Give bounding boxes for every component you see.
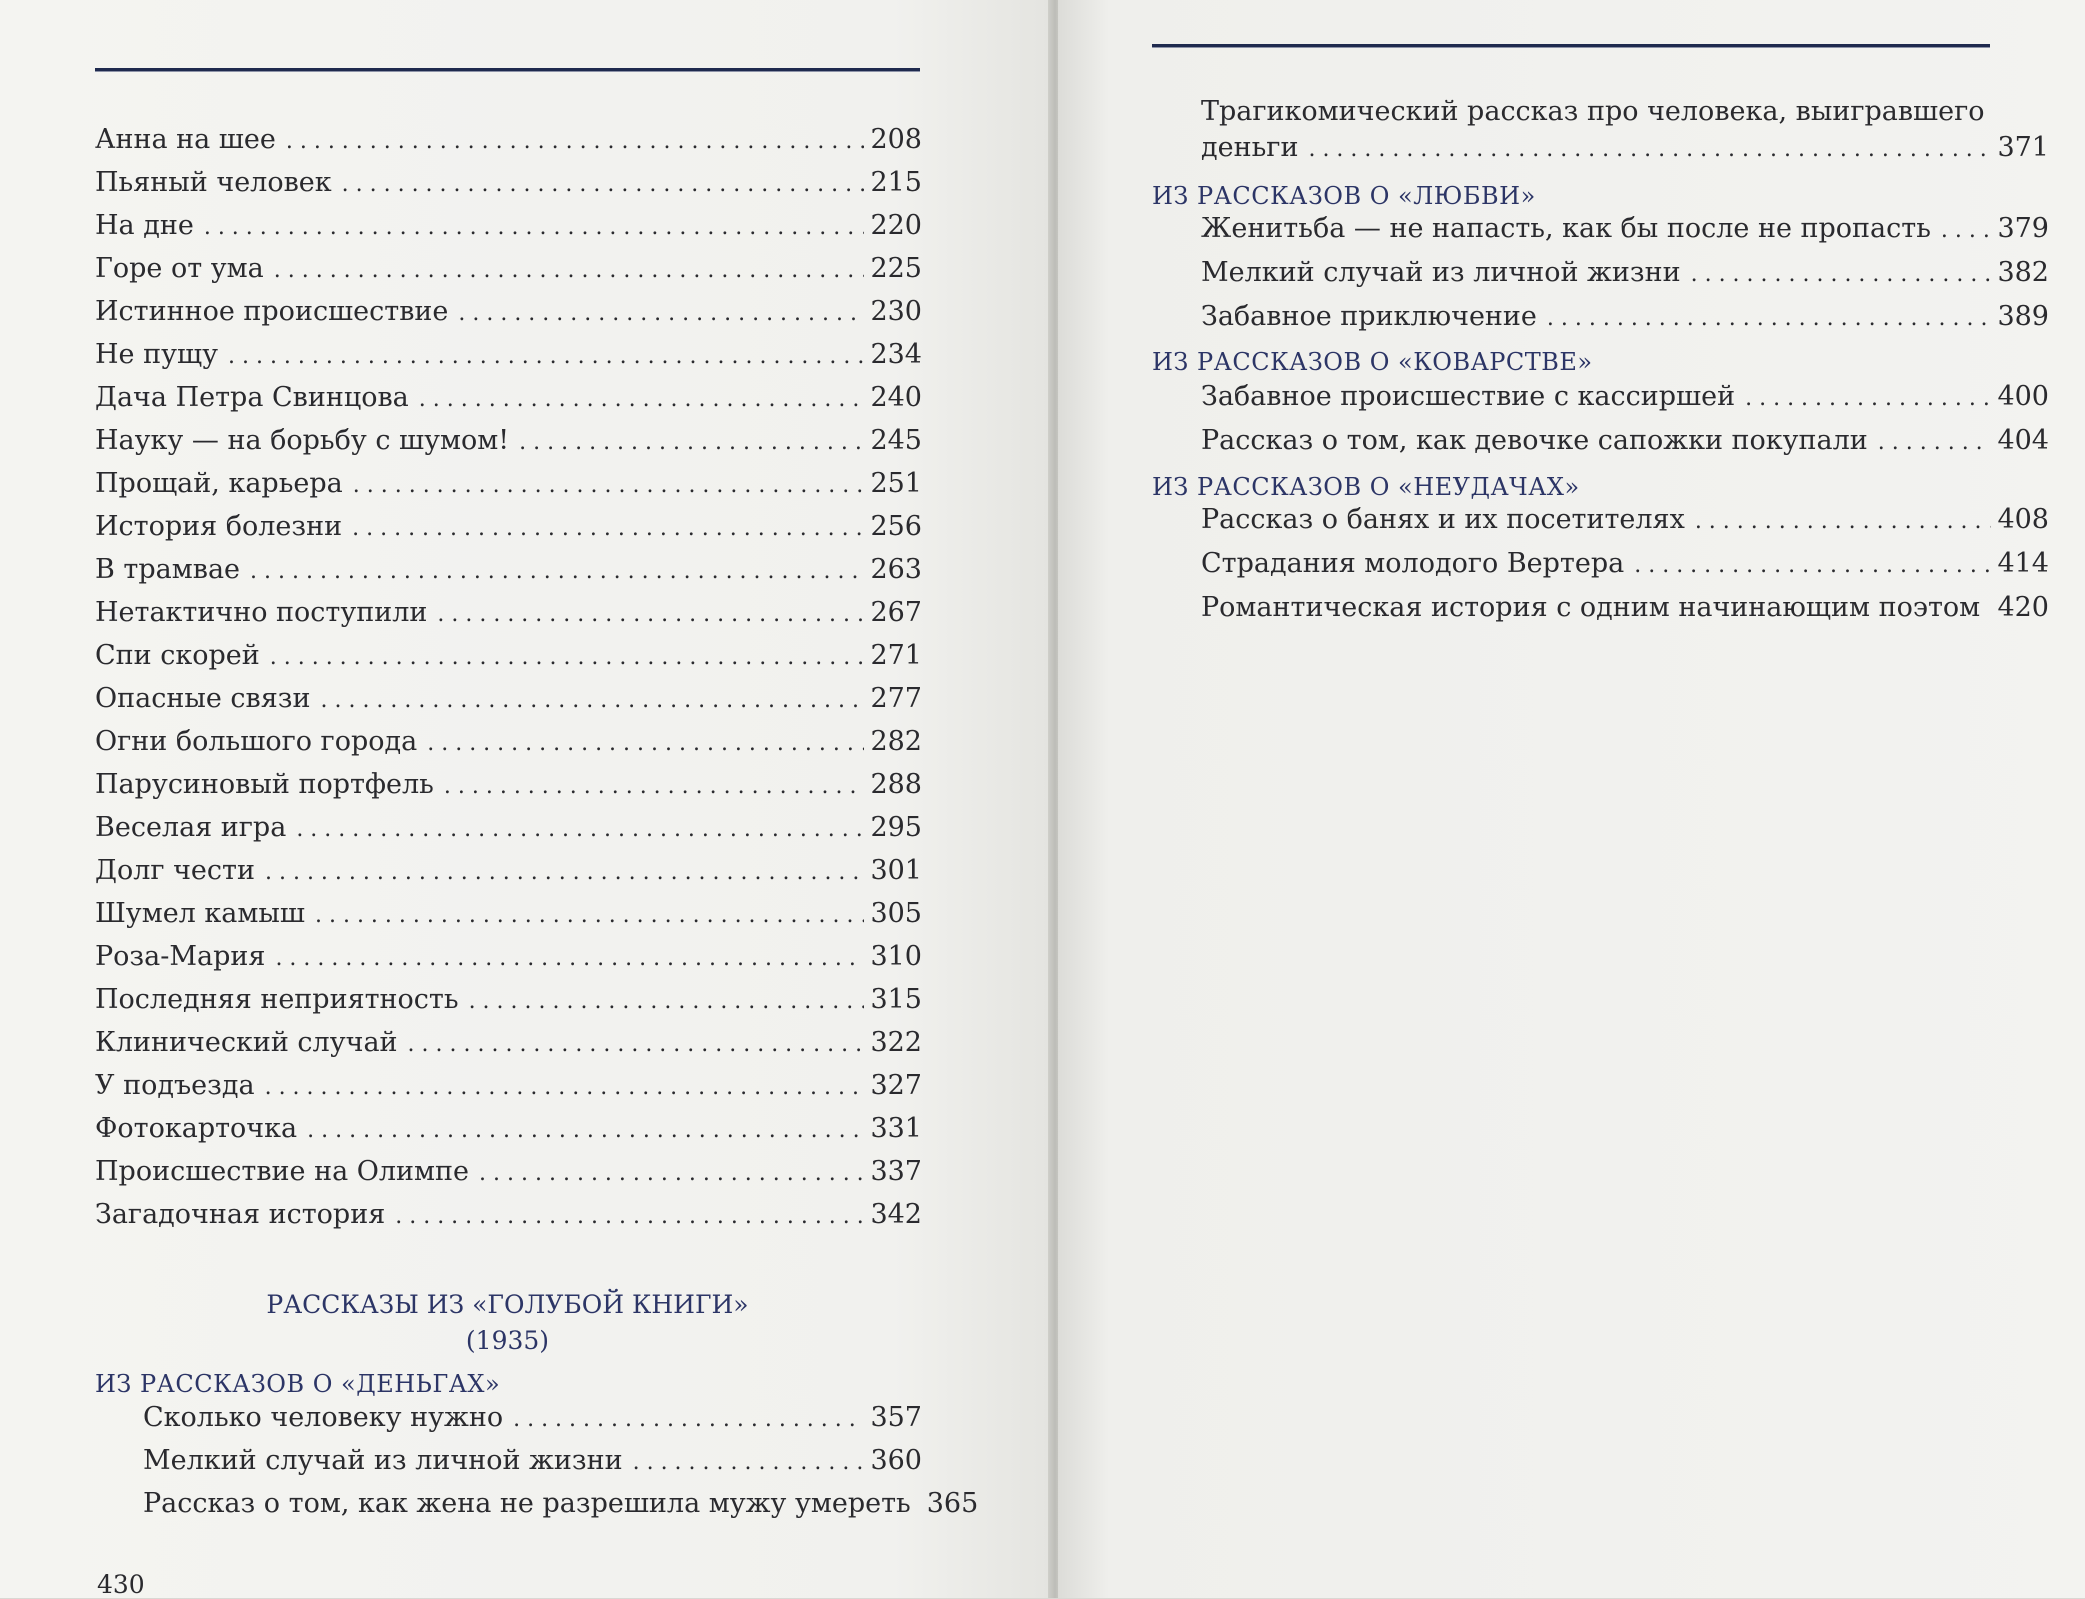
toc-entry-title: Загадочная история bbox=[95, 1199, 386, 1230]
toc-entry bbox=[95, 896, 922, 934]
toc-entry-page: 251 bbox=[870, 468, 922, 499]
toc-entry-title: Забавное происшествие с кассиршей bbox=[1201, 381, 1736, 412]
dot-leader bbox=[204, 210, 865, 246]
dot-leader bbox=[270, 640, 865, 676]
toc-entry-page: 277 bbox=[870, 683, 922, 714]
toc-entry bbox=[1201, 211, 2049, 249]
dot-leader bbox=[513, 1402, 864, 1438]
toc-entry-page: 360 bbox=[870, 1445, 922, 1476]
toc-entry-title: Последняя неприятность bbox=[95, 984, 459, 1015]
toc-entry-title: Клинический случай bbox=[95, 1027, 398, 1058]
toc-entry bbox=[95, 1068, 922, 1106]
toc-entry bbox=[95, 982, 922, 1020]
toc-entry-page: 240 bbox=[870, 382, 922, 413]
toc-entry bbox=[95, 810, 922, 848]
toc-entry bbox=[1201, 423, 2049, 461]
dot-leader bbox=[265, 855, 864, 891]
toc-entry bbox=[95, 208, 922, 246]
toc-entry-title: Мелкий случай из личной жизни bbox=[143, 1445, 623, 1476]
toc-entry-page: 305 bbox=[870, 898, 922, 929]
dot-leader bbox=[519, 425, 864, 461]
dot-leader bbox=[1308, 132, 1991, 168]
toc-entry-page: 414 bbox=[1997, 548, 2049, 579]
toc-entry-continued: Трагикомический рассказ про человека, выигравшего bbox=[1201, 96, 1985, 127]
toc-entry-title: Романтическая история с одним начинающим поэтом bbox=[1201, 592, 1981, 623]
dot-leader bbox=[275, 941, 864, 977]
toc-entry-title: Прощай, карьера bbox=[95, 468, 343, 499]
toc-entry-title: Забавное приключение bbox=[1201, 301, 1537, 332]
toc-entry bbox=[95, 423, 922, 461]
page-number: 430 bbox=[97, 1570, 145, 1599]
toc-entry-page: 408 bbox=[1997, 504, 2049, 535]
toc-entry-page: 225 bbox=[870, 253, 922, 284]
toc-entry-title: Спи скорей bbox=[95, 640, 260, 671]
toc-entry-title: У подъезда bbox=[95, 1070, 255, 1101]
toc-entry-title: Рассказ о банях и их посетителях bbox=[1201, 504, 1685, 535]
toc-entry-title: Рассказ о том, как жена не разрешила мужу умереть bbox=[143, 1488, 911, 1519]
toc-entry-page: 315 bbox=[870, 984, 922, 1015]
toc-entry-page: 245 bbox=[870, 425, 922, 456]
toc-entry bbox=[1201, 502, 2049, 540]
toc-entry-title: Шумел камыш bbox=[95, 898, 305, 929]
toc-entry-title: Огни большого города bbox=[95, 726, 418, 757]
toc-entry bbox=[95, 595, 922, 633]
toc-entry-page: 337 bbox=[870, 1156, 922, 1187]
toc-entry-page: 342 bbox=[870, 1199, 922, 1230]
dot-leader bbox=[352, 511, 864, 547]
toc-entry-title: История болезни bbox=[95, 511, 343, 542]
toc-entry bbox=[95, 337, 922, 375]
toc-entry bbox=[95, 1111, 922, 1149]
toc-entry bbox=[95, 165, 922, 203]
toc-entry-title: Не пущу bbox=[95, 339, 218, 370]
dot-leader bbox=[307, 1113, 864, 1149]
toc-entry bbox=[1201, 299, 2049, 337]
dot-leader bbox=[265, 1070, 865, 1106]
toc-entry bbox=[95, 939, 922, 977]
toc-entry bbox=[1201, 379, 2049, 417]
toc-entry-title: Сколько человеку нужно bbox=[143, 1402, 504, 1433]
toc-entry-title: Роза-Мария bbox=[95, 941, 266, 972]
dot-leader bbox=[342, 167, 865, 203]
toc-entry-page: 271 bbox=[870, 640, 922, 671]
dot-leader bbox=[1745, 381, 1991, 417]
toc-entry-page: 382 bbox=[1997, 257, 2049, 288]
header-rule bbox=[95, 68, 920, 72]
toc-entry-page: 282 bbox=[870, 726, 922, 757]
toc-entry bbox=[1201, 590, 2049, 628]
dot-leader bbox=[274, 253, 865, 289]
dot-leader bbox=[479, 1156, 864, 1192]
toc-entry-title: Науку — на борьбу с шумом! bbox=[95, 425, 510, 456]
toc-entry-page: 263 bbox=[870, 554, 922, 585]
toc-entry bbox=[143, 1400, 922, 1438]
dot-leader bbox=[458, 296, 864, 332]
toc-entry-page: 220 bbox=[870, 210, 922, 241]
toc-entry bbox=[95, 853, 922, 891]
toc-entry-page: 267 bbox=[870, 597, 922, 628]
toc-entry-title: Веселая игра bbox=[95, 812, 287, 843]
dot-leader bbox=[395, 1199, 864, 1235]
toc-entry bbox=[95, 294, 922, 332]
toc-entry-page: 371 bbox=[1997, 132, 2049, 163]
toc-entry-page: 389 bbox=[1997, 301, 2049, 332]
toc-entry-title: Пьяный человек bbox=[95, 167, 332, 198]
toc-entry-title: Страдания молодого Вертера bbox=[1201, 548, 1625, 579]
toc-entry bbox=[143, 1443, 922, 1481]
toc-entry bbox=[95, 509, 922, 547]
toc-entry-page: 310 bbox=[870, 941, 922, 972]
toc-entry bbox=[1201, 546, 2049, 584]
toc-entry-page: 379 bbox=[1997, 213, 2049, 244]
toc-entry-title: Парусиновый портфель bbox=[95, 769, 434, 800]
toc-entry-title: Нетактично поступили bbox=[95, 597, 428, 628]
toc-entry-page: 327 bbox=[870, 1070, 922, 1101]
toc-entry bbox=[95, 1154, 922, 1192]
toc-entry-page: 404 bbox=[1997, 425, 2049, 456]
toc-entry-page: 400 bbox=[1997, 381, 2049, 412]
toc-entry-page: 215 bbox=[870, 167, 922, 198]
toc-entry bbox=[95, 681, 922, 719]
dot-leader bbox=[1941, 213, 1992, 249]
dot-leader bbox=[427, 726, 864, 762]
section-heading-love: ИЗ РАССКАЗОВ О «ЛЮБВИ» bbox=[1152, 182, 1536, 210]
toc-entry-page: 208 bbox=[870, 124, 922, 155]
toc-entry-page: 288 bbox=[870, 769, 922, 800]
header-rule bbox=[1152, 44, 1990, 48]
dot-leader bbox=[315, 898, 864, 934]
toc-entry-page: 234 bbox=[870, 339, 922, 370]
toc-entry-title: Фотокарточка bbox=[95, 1113, 298, 1144]
toc-entry-title: Дача Петра Свинцова bbox=[95, 382, 409, 413]
toc-entry-page: 357 bbox=[870, 1402, 922, 1433]
toc-entry bbox=[95, 767, 922, 805]
toc-entry bbox=[95, 251, 922, 289]
toc-entry-page: 295 bbox=[870, 812, 922, 843]
toc-entry-title: Долг чести bbox=[95, 855, 255, 886]
toc-entry-page: 365 bbox=[926, 1488, 979, 1519]
toc-entry-page: 230 bbox=[870, 296, 922, 327]
dot-leader bbox=[437, 597, 864, 633]
dot-leader bbox=[1878, 425, 1992, 461]
toc-entry-title: Горе от ума bbox=[95, 253, 264, 284]
toc-entry-title: Происшествие на Олимпе bbox=[95, 1156, 470, 1187]
toc-entry-page: 420 bbox=[1997, 592, 2049, 623]
toc-entry bbox=[95, 1197, 922, 1235]
dot-leader bbox=[296, 812, 864, 848]
toc-entry bbox=[143, 1486, 979, 1524]
toc-entry-title: В трамвае bbox=[95, 554, 241, 585]
dot-leader bbox=[633, 1445, 865, 1481]
toc-entry-page: 322 bbox=[870, 1027, 922, 1058]
toc-entry-page: 331 bbox=[870, 1113, 922, 1144]
toc-entry-title: Мелкий случай из личной жизни bbox=[1201, 257, 1681, 288]
toc-entry-title: Анна на шее bbox=[95, 124, 276, 155]
dot-leader bbox=[320, 683, 864, 719]
toc-entry bbox=[95, 724, 922, 762]
part-year: (1935) bbox=[465, 1326, 550, 1355]
dot-leader bbox=[286, 124, 865, 160]
dot-leader bbox=[1695, 504, 1992, 540]
toc-entry-title: На дне bbox=[95, 210, 194, 241]
toc-entry bbox=[95, 122, 922, 160]
section-heading-perfidy: ИЗ РАССКАЗОВ О «КОВАРСТВЕ» bbox=[1152, 348, 1593, 376]
section-heading-failures: ИЗ РАССКАЗОВ О «НЕУДАЧАХ» bbox=[1152, 473, 1580, 501]
toc-entry-title: Опасные связи bbox=[95, 683, 311, 714]
dot-leader bbox=[419, 382, 865, 418]
toc-entry bbox=[95, 380, 922, 418]
dot-leader bbox=[408, 1027, 865, 1063]
dot-leader bbox=[1547, 301, 1992, 337]
toc-entry-title: Истинное происшествие bbox=[95, 296, 449, 327]
toc-entry bbox=[1201, 255, 2049, 293]
toc-entry-page: 301 bbox=[870, 855, 922, 886]
dot-leader bbox=[444, 769, 865, 805]
section-heading-money: ИЗ РАССКАЗОВ О «ДЕНЬГАХ» bbox=[95, 1370, 501, 1398]
toc-entry bbox=[95, 466, 922, 504]
toc-entry bbox=[95, 552, 922, 590]
toc-entry bbox=[1201, 130, 2049, 168]
toc-entry-page: 256 bbox=[870, 511, 922, 542]
dot-leader bbox=[1634, 548, 1991, 584]
right-page bbox=[1058, 0, 2085, 1598]
dot-leader bbox=[250, 554, 864, 590]
toc-entry-title: Рассказ о том, как девочке сапожки покупали bbox=[1201, 425, 1868, 456]
toc-entry-title: деньги bbox=[1201, 132, 1299, 163]
dot-leader bbox=[228, 339, 864, 375]
dot-leader bbox=[469, 984, 865, 1020]
toc-entry-title: Женитьба — не напасть, как бы после не пропасть bbox=[1201, 213, 1931, 244]
toc-entry bbox=[95, 638, 922, 676]
dot-leader bbox=[1691, 257, 1992, 293]
dot-leader bbox=[353, 468, 865, 504]
part-title: РАССКАЗЫ ИЗ «ГОЛУБОЙ КНИГИ» bbox=[266, 1290, 749, 1319]
toc-entry bbox=[95, 1025, 922, 1063]
